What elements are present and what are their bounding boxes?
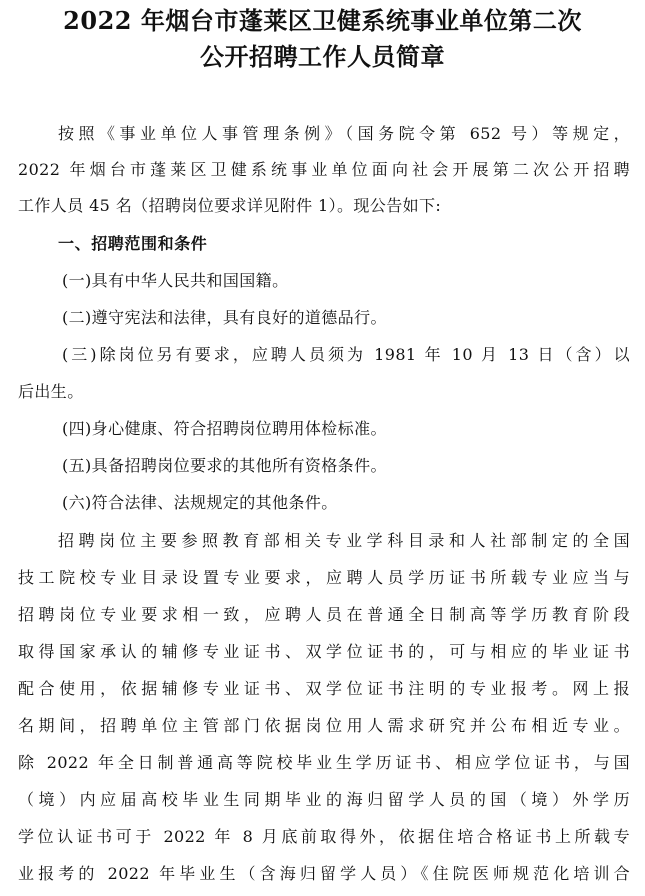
paragraph-line-5: 配合使用，依据辅修专业证书、双学位证书注明的专业报考。网上报 bbox=[18, 679, 630, 698]
condition-6: (六)符合法律、法规规定的其他条件。 bbox=[62, 493, 338, 512]
section-heading: 一、招聘范围和条件 bbox=[58, 234, 208, 253]
condition-3-continued: 后出生。 bbox=[18, 382, 84, 401]
paragraph-line-2: 技工院校专业目录设置专业要求，应聘人员学历证书所载专业应当与 bbox=[18, 568, 630, 587]
condition-1: (一)具有中华人民共和国国籍。 bbox=[62, 271, 289, 290]
paragraph-line-1: 招聘岗位主要参照教育部相关专业学科目录和人社部制定的全国 bbox=[58, 531, 630, 550]
paragraph-line-8: （境）内应届高校毕业生同期毕业的海归留学人员的国（境）外学历 bbox=[18, 790, 630, 809]
condition-4: (四)身心健康、符合招聘岗位聘用体检标准。 bbox=[62, 419, 387, 438]
condition-2: (二)遵守宪法和法律，具有良好的道德品行。 bbox=[62, 308, 387, 327]
paragraph-line-6: 名期间，招聘单位主管部门依据岗位用人需求研究并公布相近专业。 bbox=[18, 716, 630, 735]
document-title-line-1: 2022 年烟台市蓬莱区卫健系统事业单位第二次 bbox=[63, 6, 582, 35]
intro-line-1: 按照《事业单位人事管理条例》（国务院令第 652 号）等规定， bbox=[58, 124, 630, 143]
document-title-line-2: 公开招聘工作人员简章 bbox=[200, 42, 445, 71]
intro-line-2: 2022 年烟台市蓬莱区卫健系统事业单位面向社会开展第二次公开招聘 bbox=[18, 160, 630, 179]
paragraph-line-3: 招聘岗位专业要求相一致，应聘人员在普通全日制高等学历教育阶段 bbox=[18, 605, 630, 624]
intro-line-3: 工作人员 45 名（招聘岗位要求详见附件 1）。现公告如下: bbox=[18, 196, 442, 215]
condition-5: (五)具备招聘岗位要求的其他所有资格条件。 bbox=[62, 456, 387, 475]
paragraph-line-4: 取得国家承认的辅修专业证书、双学位证书的，可与相应的毕业证书 bbox=[18, 642, 630, 661]
condition-3: (三)除岗位另有要求，应聘人员须为 1981 年 10 月 13 日（含）以 bbox=[62, 345, 630, 364]
paragraph-line-7: 除 2022 年全日制普通高等院校毕业生学历证书、相应学位证书，与国 bbox=[18, 753, 630, 772]
paragraph-line-10: 业报考的 2022 年毕业生（含海归留学人员）《住院医师规范化培训合 bbox=[18, 864, 630, 883]
paragraph-line-9: 学位认证书可于 2022 年 8 月底前取得外，依据住培合格证书上所载专 bbox=[18, 827, 630, 846]
